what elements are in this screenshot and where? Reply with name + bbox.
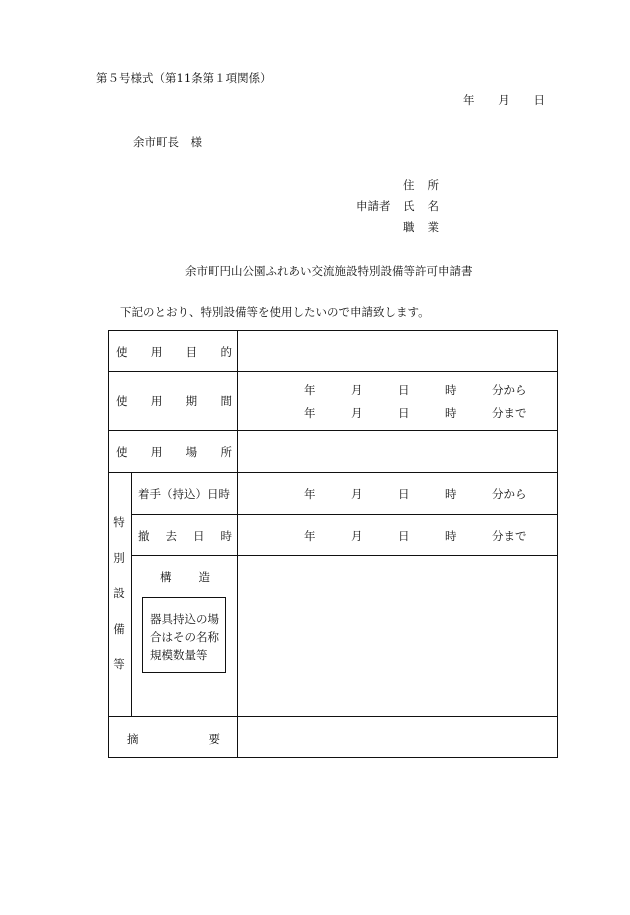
place-field[interactable]	[238, 431, 557, 472]
period-label: 使 用 期 間	[116, 394, 232, 408]
purpose-field[interactable]	[238, 331, 557, 371]
form-number: 第５号様式（第11条第１項関係）	[96, 71, 272, 85]
period-field[interactable]	[238, 372, 557, 430]
date-line	[463, 92, 545, 108]
intro-text: 下記のとおり、特別設備等を使用したいので申請致します。	[120, 305, 430, 319]
removal-datetime-line: 年 月 日 時 分まで	[304, 529, 527, 543]
applicant-label: 申請者	[356, 199, 391, 213]
purpose-label: 使 用 目 的	[116, 345, 232, 359]
applicant-name-label: 氏 名	[403, 199, 439, 213]
group-column-divider	[131, 472, 132, 716]
date-day-unit: 日	[533, 93, 545, 107]
date-month-unit: 月	[498, 93, 510, 107]
applicant-address-label: 住 所	[403, 178, 439, 192]
structure-field[interactable]	[238, 556, 557, 716]
document-title: 余市町円山公園ふれあい交流施設特別設備等許可申請書	[185, 264, 473, 278]
special-equipment-group-label: 特 別 設 備 等	[113, 515, 125, 671]
start-datetime-line: 年 月 日 時 分から	[304, 487, 527, 501]
structure-label: 構 造	[160, 570, 210, 584]
date-year-unit: 年	[463, 93, 475, 107]
structure-note: 器具持込の場合はその名称規模数量等	[150, 612, 219, 662]
remarks-label: 摘 要	[127, 732, 220, 746]
removal-datetime-label: 撤 去 日 時	[138, 529, 232, 543]
place-label: 使 用 場 所	[116, 445, 232, 459]
applicant-occupation-label: 職 業	[403, 220, 439, 234]
addressee: 余市町長 様	[133, 135, 202, 149]
period-from-line: 年 月 日 時 分から	[304, 383, 527, 397]
start-datetime-label: 着手（持込）日時	[138, 487, 230, 501]
period-until-line: 年 月 日 時 分まで	[304, 406, 527, 420]
remarks-field[interactable]	[238, 717, 557, 757]
